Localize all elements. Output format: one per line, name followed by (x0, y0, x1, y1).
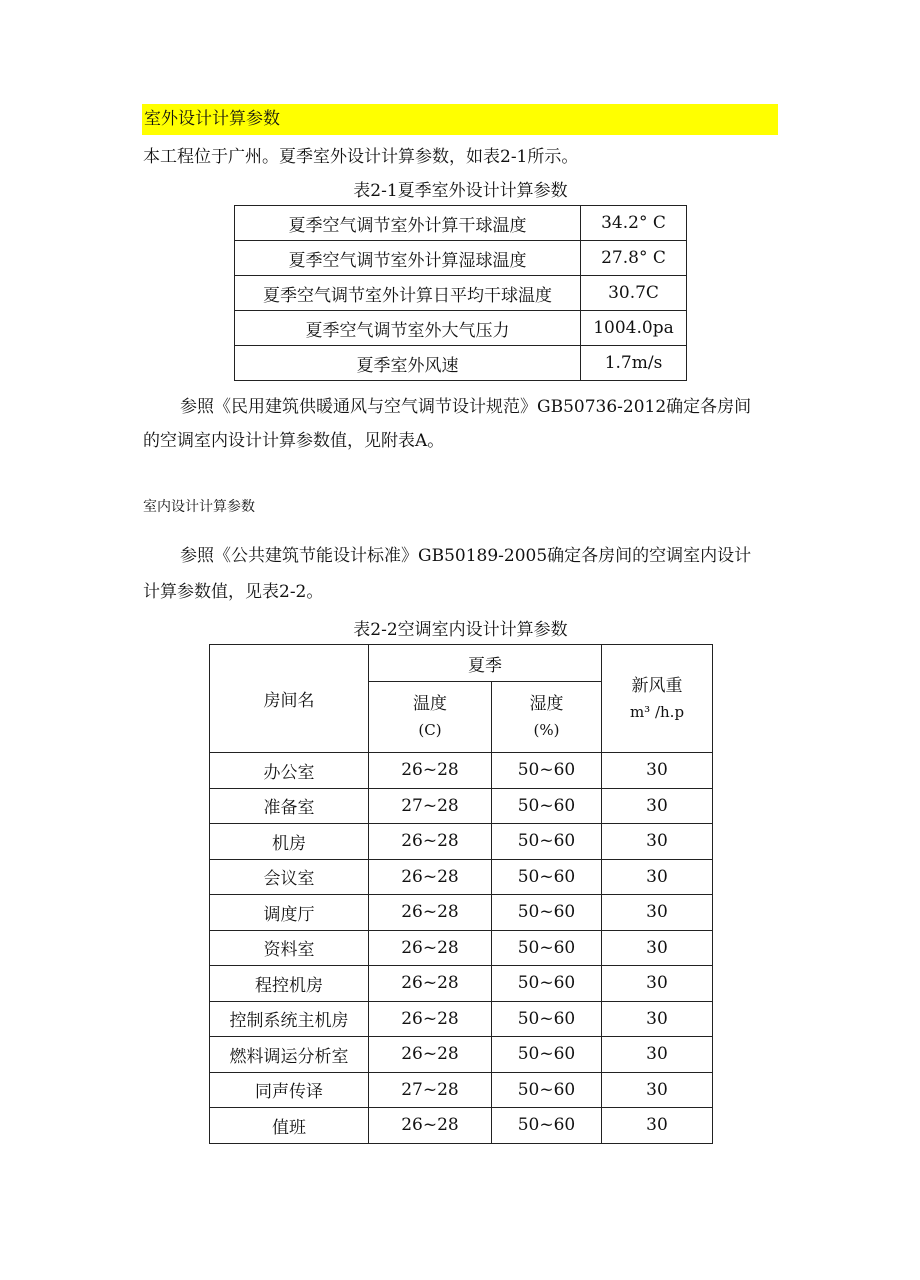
table-header-row (210, 645, 713, 682)
table-row (210, 788, 713, 824)
header-room-name: 房间名 (210, 645, 369, 753)
temperature-cell: 26~28 (369, 930, 492, 966)
indoor-paragraph-line2: 计算参数值，见表2-2。 (143, 582, 324, 602)
temperature-cell: 26~28 (369, 966, 492, 1002)
temperature-cell: 26~28 (369, 824, 492, 860)
room-name-cell: 燃料调运分析室 (210, 1037, 369, 1073)
note-paragraph-line1: 参照《民用建筑供暖通风与空气调节设计规范》GB50736-2012确定各房间 (180, 397, 752, 417)
room-name-cell: 调度厅 (210, 895, 369, 931)
fresh-air-cell: 30 (602, 859, 713, 895)
table-2-1-caption: 表2-1夏季室外设计计算参数 (353, 181, 568, 201)
fresh-air-cell: 30 (602, 753, 713, 789)
header-fresh-air (602, 645, 713, 753)
parameter-value: 1.7m/s (581, 346, 687, 381)
header-fresh-air-unit: m³ /h.p (629, 702, 685, 721)
humidity-cell: 50~60 (492, 1072, 602, 1108)
room-name-cell: 值班 (210, 1108, 369, 1144)
temperature-cell: 26~28 (369, 1037, 492, 1073)
room-name-cell: 准备室 (210, 788, 369, 824)
header-humidity (492, 682, 602, 753)
humidity-cell: 50~60 (492, 966, 602, 1002)
fresh-air-cell: 30 (602, 966, 713, 1002)
header-humidity-label: 湿度 (529, 694, 564, 714)
room-name-cell: 同声传译 (210, 1072, 369, 1108)
fresh-air-cell: 30 (602, 1001, 713, 1037)
fresh-air-cell: 30 (602, 788, 713, 824)
humidity-cell: 50~60 (492, 788, 602, 824)
fresh-air-cell: 30 (602, 1072, 713, 1108)
humidity-cell: 50~60 (492, 859, 602, 895)
temperature-cell: 26~28 (369, 859, 492, 895)
parameter-label: 夏季空气调节室外计算湿球温度 (235, 241, 581, 276)
temperature-cell: 26~28 (369, 753, 492, 789)
room-name-cell: 程控机房 (210, 966, 369, 1002)
room-name-cell: 资料室 (210, 930, 369, 966)
indoor-paragraph-line1: 参照《公共建筑节能设计标准》GB50189-2005确定各房间的空调室内设计 (180, 546, 752, 566)
humidity-cell: 50~60 (492, 1108, 602, 1144)
fresh-air-cell: 30 (602, 895, 713, 931)
parameter-value: 1004.0pa (581, 311, 687, 346)
table-2-2-caption: 表2-2空调室内设计计算参数 (353, 620, 568, 640)
intro-paragraph: 本工程位于广州。夏季室外设计计算参数，如表2-1所示。 (143, 147, 579, 167)
header-temperature (369, 682, 492, 753)
parameter-value: 27.8° C (581, 241, 687, 276)
room-name-cell: 会议室 (210, 859, 369, 895)
table-row (235, 241, 687, 276)
header-temperature-label: 温度 (413, 694, 447, 714)
humidity-cell: 50~60 (492, 824, 602, 860)
parameter-label: 夏季空气调节室外计算干球温度 (235, 206, 581, 241)
table-row (210, 895, 713, 931)
fresh-air-cell: 30 (602, 824, 713, 860)
fresh-air-cell: 30 (602, 1037, 713, 1073)
table-row (210, 930, 713, 966)
temperature-cell: 26~28 (369, 1001, 492, 1037)
header-humidity-unit: (%) (533, 721, 560, 739)
header-summer: 夏季 (369, 645, 602, 682)
humidity-cell: 50~60 (492, 1037, 602, 1073)
parameter-value: 30.7C (581, 276, 687, 311)
parameter-value: 34.2° C (581, 206, 687, 241)
table-row (235, 311, 687, 346)
table-row (210, 1108, 713, 1144)
table-row (235, 276, 687, 311)
section-heading-indoor: 室内设计计算参数 (143, 499, 255, 515)
parameter-label: 夏季空气调节室外大气压力 (235, 311, 581, 346)
section-heading-outdoor: 室外设计计算参数 (142, 104, 778, 135)
table-row (210, 1072, 713, 1108)
temperature-cell: 27~28 (369, 788, 492, 824)
parameter-label: 夏季室外风速 (235, 346, 581, 381)
humidity-cell: 50~60 (492, 753, 602, 789)
table-row (210, 1037, 713, 1073)
outdoor-parameters-table (234, 205, 687, 381)
table-row (210, 966, 713, 1002)
room-name-cell: 控制系统主机房 (210, 1001, 369, 1037)
table-row (235, 206, 687, 241)
humidity-cell: 50~60 (492, 1001, 602, 1037)
fresh-air-cell: 30 (602, 1108, 713, 1144)
table-row (210, 753, 713, 789)
table-row (235, 346, 687, 381)
header-temperature-unit: (C) (418, 721, 442, 739)
table-row (210, 824, 713, 860)
fresh-air-cell: 30 (602, 930, 713, 966)
room-name-cell: 办公室 (210, 753, 369, 789)
header-fresh-air-label: 新风重 (631, 675, 683, 696)
temperature-cell: 26~28 (369, 1108, 492, 1144)
temperature-cell: 27~28 (369, 1072, 492, 1108)
humidity-cell: 50~60 (492, 930, 602, 966)
note-paragraph-line2: 的空调室内设计计算参数值，见附表A。 (143, 431, 445, 451)
indoor-parameters-table (209, 644, 713, 1144)
parameter-label: 夏季空气调节室外计算日平均干球温度 (235, 276, 581, 311)
table-row (210, 859, 713, 895)
table-row (210, 1001, 713, 1037)
temperature-cell: 26~28 (369, 895, 492, 931)
room-name-cell: 机房 (210, 824, 369, 860)
humidity-cell: 50~60 (492, 895, 602, 931)
